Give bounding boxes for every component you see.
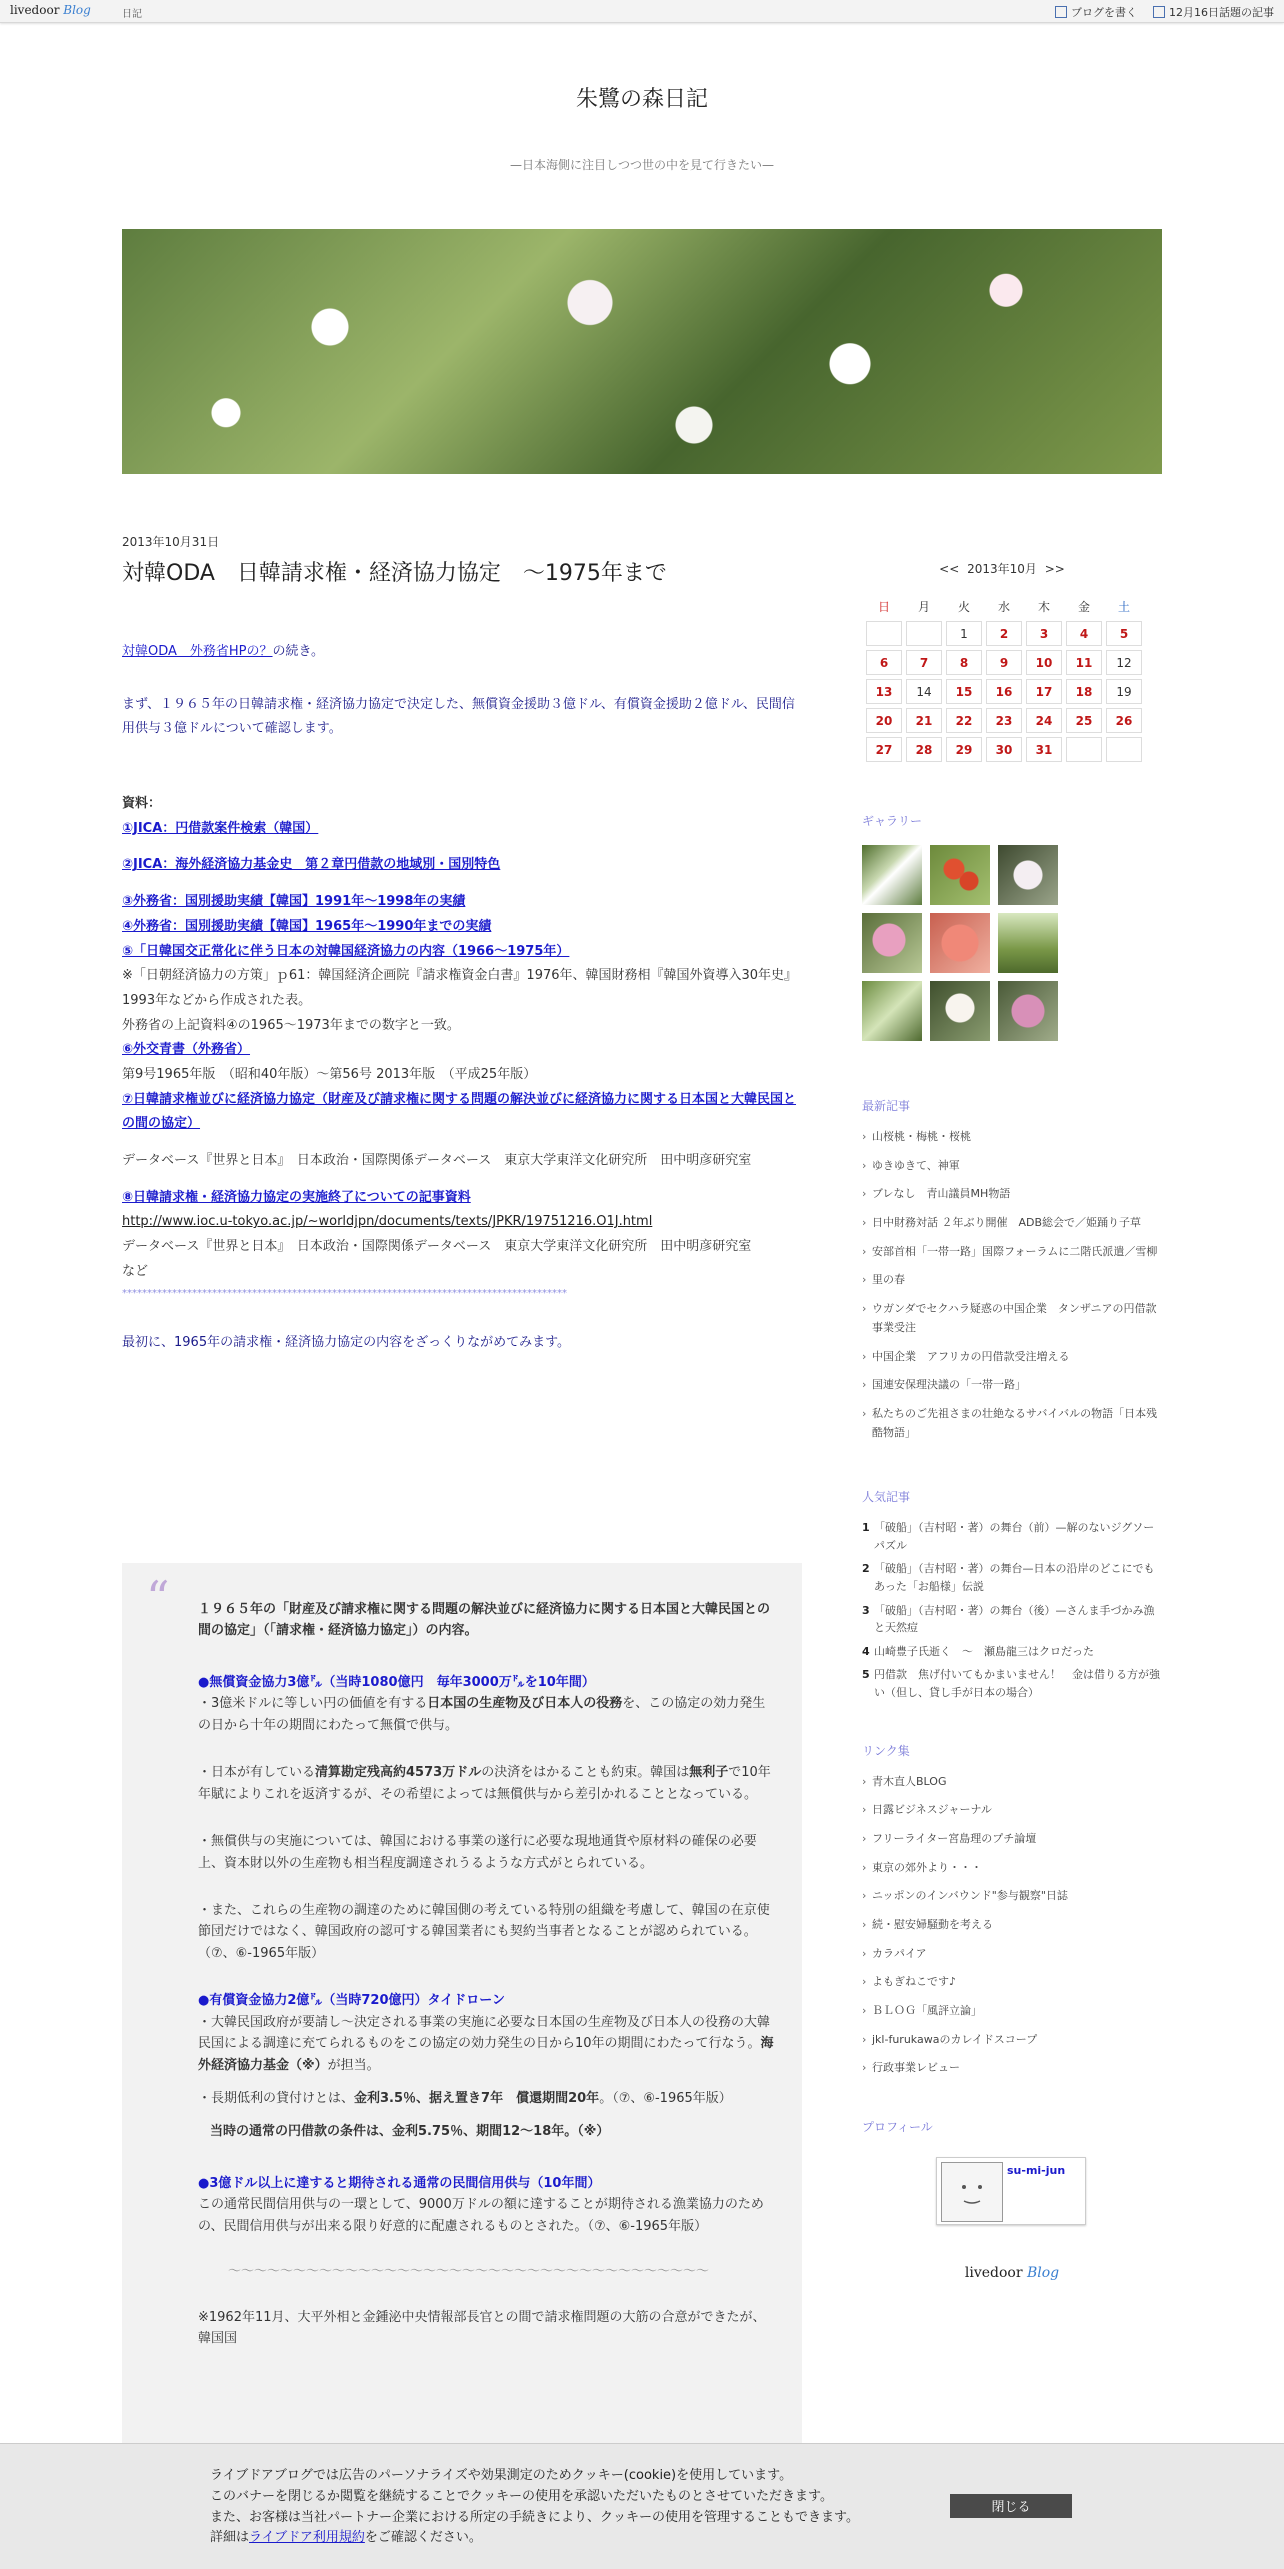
pencil-icon	[1055, 6, 1067, 18]
weekday-header: 火	[957, 599, 970, 614]
source-link-2[interactable]: ②JICA：海外経済協力基金史 第２章円借款の地域別・国別特色	[122, 857, 501, 873]
popular-heading: 人気記事	[862, 1490, 911, 1505]
separator: *****************************************************************************************	[122, 1288, 567, 1300]
cookie-banner	[0, 2443, 1284, 2569]
calendar-day-link[interactable]: 4	[1066, 621, 1102, 646]
source-link-3[interactable]: ③外務省：国別援助実績【韓国】1991年～1998年の実績	[122, 894, 466, 910]
loan-heading: ●有償資金協力2億㌦（当時720億円）タイドローン	[198, 1993, 506, 2009]
weekday-header: 水	[997, 599, 1010, 614]
calendar-day-link[interactable]: 6	[866, 650, 902, 675]
source-6-note: 第9号1965年版 （昭和40年版）～第56号 2013年版 （平成25年版）	[122, 1066, 537, 1082]
links-list	[862, 1773, 1162, 2079]
calendar-icon	[1153, 6, 1165, 18]
avatar	[941, 2162, 1003, 2222]
blog-title[interactable]: 朱鷺の森日記	[575, 87, 708, 112]
gallery-thumbnail[interactable]	[862, 981, 922, 1041]
calendar-day: 19	[1106, 679, 1142, 704]
link-item[interactable]: › ニッポンのインバウンド"参与観察"日誌	[862, 1887, 1162, 1906]
links-heading: リンク集	[862, 1743, 910, 1758]
calendar-day-link[interactable]: 8	[946, 650, 982, 675]
weekday-header: 金	[1077, 599, 1090, 614]
gallery	[862, 845, 1162, 1041]
calendar-day-link[interactable]: 2	[986, 621, 1022, 646]
recent-item[interactable]: › 中国企業 アフリカの円借款受注増える	[862, 1348, 1162, 1367]
calendar-next[interactable]: >>	[1044, 562, 1065, 576]
gallery-thumbnail[interactable]	[862, 845, 922, 905]
link-item[interactable]: › カラパイア	[862, 1945, 1162, 1964]
gallery-heading: ギャラリー	[862, 814, 923, 828]
grant-para-1: ・3億米ドルに等しい円の価値を有する日本国の生産物及び日本人の役務を、この協定の効力発生の日から十年の期間にわたって無償で供与。	[198, 1696, 766, 1733]
calendar-day-link[interactable]: 13	[866, 679, 902, 704]
lead-paragraph: 最初に、1965年の請求権・経済協力協定の内容をざっくりながめてみます。	[122, 1335, 571, 1351]
article-body: 対韓ODA 外務省HPの？の続き。 まず、１９６５年の日韓請求権・経済協力協定で決定した、無償資金援助３億ドル、有償資金援助２億ドル、民間信用供与３億ドルについて確認します。 資料： ①JICA：円借款案件検索（韓国） ②JICA：海外経済協力基金史 第２章円借款の地域別・国別特色 ③外務省：国別援助実績【韓国】1991年～1998年の実績 ④外務省：国別援助実績【韓国】1965年～1990年までの実績 ⑤「日韓国交正常化に伴う日本の対韓国経済協力の内容（1966～1975年） ※「日朝経済協力の方策」ｐ61：韓国経済企画院『請求権資金白書』1976年、韓国財務相『韓国外資導入30年史』1993年などから作成された表。 外務省の上記資料④の1965～1973年までの数字と一致。 ⑥外交青書（外務省） 第9号1965年版 （昭和40年版）～第56号 2013年版 （平成25年版） ⑦日韓請求権並びに経済協力協定（財産及び請求権に関する問題の解決並びに経済協力に関する日本国と大韓民国との間の協定） データベース『世界と日本』 日本政治・国際関係データベース 東京大学東洋文化研究所 田中明彦研究室 ⑧日韓請求権・経済協力協定の実施終了についての記事資料 http://www.ioc.u-tokyo.ac.jp/~worldjpn/documents/texts/JPKR/19751216.O1J.html データベース『世界と日本』 日本政治・国際関係データベース 東京大学東洋文化研究所 田中明彦研究室 など ***************************************************************************************** 最初に、1965年の請求権・経済協力協定の内容をざっくりながめてみます。	[122, 640, 802, 1356]
recent-heading: 最新記事	[862, 1099, 911, 1113]
terms-link[interactable]: ライブドア利用規約	[249, 2530, 365, 2546]
note-2: 外務省の上記資料④の1965～1973年までの数字と一致。	[122, 1017, 460, 1033]
gallery-thumbnail[interactable]	[998, 845, 1058, 905]
calendar-prev[interactable]: <<	[939, 562, 960, 576]
post-title[interactable]: 対韓ODA 日韓請求権・経済協力協定 ～1975年まで	[122, 561, 667, 586]
profile-card[interactable]	[936, 2157, 1086, 2225]
database-note-2: データベース『世界と日本』 日本政治・国際関係データベース 東京大学東洋文化研究所 田中明彦研究室	[122, 1239, 752, 1255]
calendar-day-link[interactable]: 17	[1026, 679, 1062, 704]
calendar-day-link[interactable]: 23	[986, 708, 1022, 733]
grant-para-4: ・また、これらの生産物の調達のために韓国側の考えている特別の組織を考慮して、韓国の在京使節団だけではなく、韓国政府の認可する韓国業者にも契約当事者となることが認められている。（⑦、⑥-1965年版）	[198, 1902, 770, 1961]
calendar-day-link[interactable]: 7	[906, 650, 942, 675]
link-item[interactable]: › よもぎねこです♪	[862, 1973, 1162, 1992]
popular-item[interactable]: 4 山崎豊子氏逝く ～ 瀬島龍三はクロだった	[862, 1644, 1094, 1658]
link-item[interactable]: › 続・慰安婦騒動を考える	[862, 1916, 1162, 1935]
source-link-6[interactable]: ⑥外交青書（外務省）	[122, 1042, 251, 1058]
calendar-month: 2013年10月	[967, 562, 1037, 576]
source-link-1[interactable]: ①JICA：円借款案件検索（韓国）	[122, 820, 319, 836]
database-note-1: データベース『世界と日本』 日本政治・国際関係データベース 東京大学東洋文化研究所 田中明彦研究室	[122, 1153, 752, 1168]
gallery-thumbnail[interactable]	[862, 913, 922, 973]
recent-item[interactable]: › 安部首相「一帯一路」国際フォーラムに二階氏派遣／雪柳	[862, 1243, 1162, 1262]
calendar-day: 12	[1106, 650, 1142, 675]
source-link-5[interactable]: ⑤「日韓国交正常化に伴う日本の対韓国経済協力の内容（1966～1975年）	[122, 943, 570, 959]
intro-link[interactable]: 対韓ODA 外務省HPの？	[122, 644, 273, 659]
source-link-7[interactable]: ⑦日韓請求権並びに経済協力協定（財産及び請求権に関する問題の解決並びに経済協力に関する日本国と大韓民国との間の協定）	[122, 1091, 797, 1132]
popular-item[interactable]: 5 円借款 焦げ付いてもかまいません！ 金は借りる方が強い（但し、貸し手が日本の場合）	[862, 1668, 1160, 1699]
gallery-thumbnail[interactable]	[930, 981, 990, 1041]
grant-para-2: ・日本が有している清算勘定残高約4573万ドルの決済をはかることも約束。韓国は無利子で10年年賦によりこれを返済するが、その希望によっては無償供与から差引かれることとなっている。	[198, 1765, 771, 1802]
weekday-header: 日	[877, 599, 890, 614]
popular-item[interactable]: 2 「破船」（吉村昭・著）の舞台—日本の沿岸のどこにでもあった「お船様」伝説	[862, 1562, 1155, 1594]
grant-heading: ●無償資金協力3億㌦（当時1080億円 毎年3000万㌦を10年間）	[198, 1674, 595, 1690]
link-item[interactable]: › 青木直人BLOG	[862, 1773, 1162, 1792]
gallery-thumbnail[interactable]	[998, 913, 1058, 973]
face-icon	[942, 2163, 1002, 2221]
calendar-day-link[interactable]: 26	[1106, 708, 1142, 733]
footnote-para: ※1962年11月、大平外相と金鍾泌中央情報部長官との間で請求権問題の大筋の合意ができたが、韓国国	[198, 2309, 766, 2347]
wave-separator: ～～～～～～～～～～～～～～～～～～～～～～～～～～～～～～～～～～～～～	[228, 2264, 710, 2280]
livedoor-blog-logo[interactable]: livedoor Blog	[10, 3, 91, 17]
link-item[interactable]: › フリーライター宮島理のプチ論壇	[862, 1830, 1162, 1849]
post-date: 2013年10月31日	[122, 535, 220, 549]
close-button[interactable]: 閉じる	[950, 2494, 1072, 2518]
note-1: ※「日朝経済協力の方策」ｐ61：韓国経済企画院『請求権資金白書』1976年、韓国財務相『韓国外資導入30年史』1993年などから作成された表。	[122, 968, 798, 1008]
calendar-day-link[interactable]: 9	[986, 650, 1022, 675]
top-bar	[0, 0, 1284, 23]
loan-para-1: ・大韓民国政府が要請し～決定される事業の実施に必要な日本国の生産物及び日本人の役務の大韓民国による調達に充てられるものをこの協定の効力発生の日から10年の期間にわたって行なう。海外経済協力基金（※）が担当。	[198, 2014, 774, 2073]
weekday-header: 月	[917, 599, 930, 614]
calendar-day	[866, 621, 902, 646]
calendar-day-link[interactable]: 15	[946, 679, 982, 704]
sidebar	[862, 560, 1162, 2281]
source-link-8[interactable]: ⑧日韓請求権・経済協力協定の実施終了についての記事資料	[122, 1189, 471, 1205]
source-8-url[interactable]: http://www.ioc.u-tokyo.ac.jp/~worldjpn/documents/texts/JPKR/19751216.O1J.html	[122, 1214, 653, 1230]
gallery-thumbnail[interactable]	[998, 981, 1058, 1041]
link-item[interactable]: › jkl-furukawaのカレイドスコープ	[862, 2031, 1162, 2050]
link-item[interactable]: › 東京の郊外より・・・	[862, 1859, 1162, 1878]
recent-item[interactable]: › 里の春	[862, 1271, 1162, 1290]
calendar-day	[1066, 737, 1102, 762]
weekday-header: 土	[1117, 599, 1130, 614]
recent-item[interactable]: › ウガンダでセクハラ疑惑の中国企業 タンザニアの円借款事業受注	[862, 1300, 1162, 1337]
gallery-thumbnail[interactable]	[930, 913, 990, 973]
source-link-4[interactable]: ④外務省：国別援助実績【韓国】1965年～1990年までの実績	[122, 918, 492, 934]
calendar-day-link[interactable]: 27	[866, 737, 902, 762]
blockquote	[122, 1563, 802, 2443]
calendar-day-link[interactable]: 5	[1106, 621, 1142, 646]
link-item[interactable]: › 行政事業レビュー	[862, 2059, 1162, 2078]
today-topics-link[interactable]: 12月16日話題の記事	[1153, 4, 1274, 20]
calendar-day-link[interactable]: 31	[1026, 737, 1062, 762]
credit-para: この通常民間信用供与の一環として、9000万ドルの額に達することが期待される漁業協力のための、民間信用供与が出来る限り好意的に配慮されるものとされた。（⑦、⑥-1965年版）	[198, 2197, 764, 2234]
blog-subtitle: —日本海側に注目しつつ世の中を見て行きたい—	[509, 158, 774, 172]
gallery-thumbnail[interactable]	[930, 845, 990, 905]
calendar-day-link[interactable]: 25	[1066, 708, 1102, 733]
calendar-day: 1	[946, 621, 982, 646]
profile-heading: プロフィール	[862, 2120, 933, 2135]
calendar-day	[906, 621, 942, 646]
weekday-header: 木	[1037, 599, 1050, 614]
profile-name[interactable]: su-mi-jun	[1007, 2164, 1066, 2178]
recent-item[interactable]: › 山桜桃・梅桃・桜桃	[862, 1128, 1162, 1147]
calendar-day-link[interactable]: 16	[986, 679, 1022, 704]
calendar-day-link[interactable]: 11	[1066, 650, 1102, 675]
link-item[interactable]: › 日露ビジネスジャーナル	[862, 1801, 1162, 1820]
calendar	[862, 591, 1146, 766]
grant-para-3: ・無償供与の実施については、韓国における事業の遂行に必要な現地通貨や原材料の確保の必要上、資本財以外の生産物も相当程度調達されうるような方式がとられている。	[198, 1834, 757, 1871]
calendar-day-link[interactable]: 29	[946, 737, 982, 762]
etc-text: など	[122, 1263, 149, 1279]
header-image	[122, 229, 1162, 474]
popular-item[interactable]: 3 「破船」（吉村昭・著）の舞台（後）—さんま手づかみ漁と天然痘	[862, 1603, 1155, 1635]
recent-item[interactable]: › 国連安保理決議の「一帯一路」	[862, 1376, 1162, 1395]
calendar-day-link[interactable]: 28	[906, 737, 942, 762]
loan-para-3: 当時の通常の円借款の条件は、金利5.75％、期間12～18年。（※）	[210, 2124, 610, 2140]
calendar-day-link[interactable]: 30	[986, 737, 1022, 762]
loan-para-2: ・長期低利の貸付けとは、金利3.5％、据え置き7年 償還期間20年。（⑦、⑥-1965年版）	[198, 2091, 732, 2106]
popular-list	[862, 1519, 1162, 1701]
calendar-header	[862, 560, 1142, 577]
intro-paragraph: まず、１９６５年の日韓請求権・経済協力協定で決定した、無償資金援助３億ドル、有償資金援助２億ドル、民間信用供与３億ドルについて確認します。	[122, 696, 795, 737]
recent-item[interactable]: › ゆきゆきて、神軍	[862, 1157, 1162, 1176]
recent-item[interactable]: › 私たちのご先祖さまの壮絶なるサバイバルの物語「日本残酷物語」	[862, 1405, 1162, 1442]
livedoor-footer-logo[interactable]: livedoor Blog	[964, 2265, 1060, 2282]
quote-title: １９６５年の「財産及び請求権に関する問題の解決並びに経済協力に関する日本国と大韓民国との間の協定」（「請求権・経済協力協定」）の内容。	[198, 1602, 771, 1639]
calendar-day-link[interactable]: 20	[866, 708, 902, 733]
sources-heading: 資料：	[122, 796, 162, 812]
calendar-day-link[interactable]: 3	[1026, 621, 1062, 646]
calendar-day: 14	[906, 679, 942, 704]
link-item[interactable]: › ＢＬＯＧ「風評立論」	[862, 2002, 1162, 2021]
top-right-menu	[1055, 4, 1274, 20]
quote-mark-icon: “	[146, 1571, 170, 1625]
cookie-text: ライブドアブログでは広告のパーソナライズや効果測定のためクッキー(cookie)を使用しています。 このバナーを閉じるか閲覧を継続することでクッキーの使用を承認いただいたものとさせていただきます。 また、お客様は当社パートナー企業における所定の手続きにより、クッキーの使用を管理することもできます。 詳細はライブドア利用規約をご確認ください。	[210, 2468, 859, 2546]
calendar-day-link[interactable]: 18	[1066, 679, 1102, 704]
calendar-day-link[interactable]: 10	[1026, 650, 1062, 675]
recent-item[interactable]: › ブレなし 青山議員MH物語	[862, 1185, 1162, 1204]
nav-diary-link[interactable]: 日記	[122, 9, 142, 20]
calendar-day	[1106, 737, 1142, 762]
popular-item[interactable]: 1 「破船」（吉村昭・著）の舞台（前）—解のないジグソーパズル	[862, 1521, 1155, 1552]
calendar-day-link[interactable]: 22	[946, 708, 982, 733]
credit-heading: ●3億ドル以上に達すると期待される通常の民間信用供与（10年間）	[198, 2175, 601, 2191]
recent-item[interactable]: › 日中財務対話 ２年ぶり開催 ADB総会で／姫踊り子草	[862, 1214, 1162, 1233]
write-blog-link[interactable]: ブログを書く	[1055, 4, 1137, 20]
calendar-day-link[interactable]: 21	[906, 708, 942, 733]
calendar-day-link[interactable]: 24	[1026, 708, 1062, 733]
recent-list	[862, 1128, 1162, 1442]
